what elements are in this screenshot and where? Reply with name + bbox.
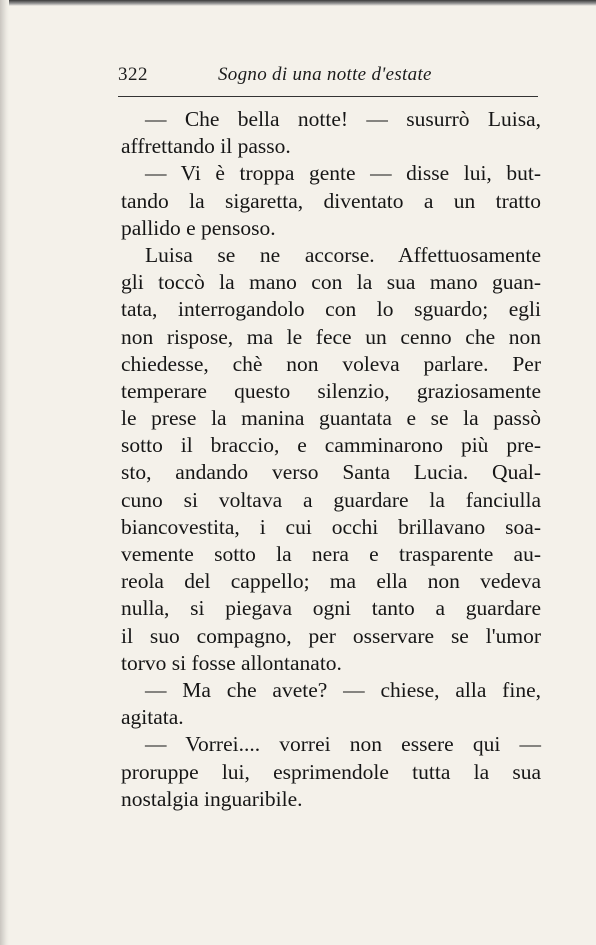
text-line: cuno si voltava a guardare la fanciulla [121, 487, 541, 512]
text-line: chiedesse, chè non voleva parlare. Per [121, 351, 541, 376]
page-number: 322 [118, 64, 148, 85]
text-line: non rispose, ma le fece un cenno che non [121, 324, 541, 349]
text-line: nulla, si piegava ogni tanto a guardare [121, 596, 541, 621]
text-line: Luisa se ne accorse. Affettuosamente [145, 242, 541, 267]
text-line: le prese la manina guantata e se la passò [121, 406, 541, 431]
text-line: sto, andando verso Santa Lucia. Qual- [121, 460, 541, 485]
text-line: — Che bella notte! — susurrò Luisa, [145, 107, 541, 131]
text-line: — Vi è troppa gente — disse lui, but- [145, 161, 541, 186]
text-line: torvo si fosse allontanato. [121, 650, 342, 675]
running-title: Sogno di una notte d'estate [218, 64, 432, 85]
text-line: — Ma che avete? — chiese, alla fine, [145, 677, 541, 702]
body-text [121, 106, 541, 813]
text-line: temperare questo silenzio, graziosamente [121, 378, 541, 403]
text-line: reola del cappello; ma ella non vedeva [121, 569, 541, 594]
text-line: agitata. [121, 705, 184, 730]
text-line: nostalgia inguaribile. [121, 786, 303, 811]
text-line: pallido e pensoso. [121, 215, 276, 240]
page-top-edge [0, 0, 596, 6]
text-line: proruppe lui, esprimendole tutta la sua [121, 759, 541, 784]
text-line: sotto il braccio, e camminarono più pre- [121, 433, 541, 458]
text-line: affrettando il passo. [121, 134, 291, 159]
text-line: il suo compagno, per osservare se l'umor [121, 623, 541, 648]
header-rule [118, 96, 538, 97]
text-line: tata, interrogandolo con lo sguardo; egli [121, 297, 541, 322]
page-binding-edge [0, 0, 9, 945]
text-line: gli toccò la mano con la sua mano guan- [121, 270, 541, 295]
text-line: tando la sigaretta, diventato a un tratto [121, 188, 541, 213]
text-line: biancovestita, i cui occhi brillavano soa- [121, 514, 541, 539]
text-line: vemente sotto la nera e trasparente au- [121, 542, 541, 566]
text-line: — Vorrei.... vorrei non essere qui — [145, 732, 541, 757]
running-header [118, 62, 536, 88]
